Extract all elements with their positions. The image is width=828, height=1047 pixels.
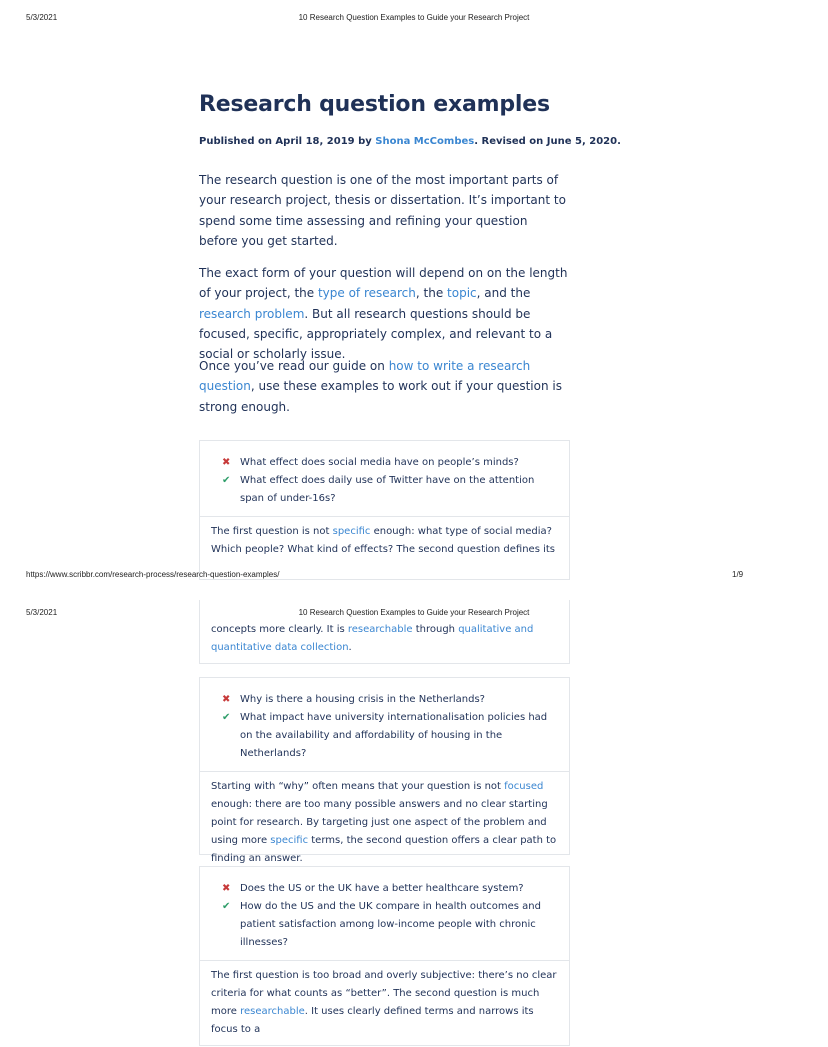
text: Starting with “why” often means that your question is not	[211, 781, 505, 792]
cross-icon: ✖	[222, 457, 231, 468]
cross-icon: ✖	[222, 883, 231, 894]
type-of-research-link[interactable]: type of research	[317, 286, 416, 301]
print-url: https://www.scribbr.com/research-process/research-question-examples/	[26, 570, 280, 579]
guide-paragraph	[199, 356, 569, 417]
question-text: Does the US or the UK have a better healthcare system?	[240, 883, 524, 894]
print-date: 5/3/2021	[26, 608, 58, 617]
good-question	[212, 472, 557, 508]
bad-question	[212, 454, 557, 472]
print-title: 10 Research Question Examples to Guide your Research Project	[298, 608, 530, 617]
text: The first question is too broad and overly subjective: there’s no clear criteria for what counts as “better”. The second question is much more	[211, 970, 557, 1017]
question-text: Why is there a housing crisis in the Netherlands?	[240, 694, 485, 705]
text: . But all research questions should be focused, specific, appropriately complex, and relevant to a social or scholarly issue.	[199, 306, 553, 362]
question-text: How do the US and the UK compare in health outcomes and patient satisfaction among low-income people with chronic illnesses?	[240, 901, 541, 948]
how-to-write-link[interactable]: how to write a research question	[199, 359, 531, 394]
specific-link[interactable]: specific	[270, 835, 309, 846]
print-date: 5/3/2021	[26, 13, 58, 22]
text: , the	[415, 286, 448, 301]
question-pair	[200, 867, 569, 961]
cross-icon: ✖	[222, 694, 231, 705]
pdf-page-2	[0, 620, 768, 1035]
text: terms, the second question offers a clear path to finding an answer.	[211, 835, 557, 864]
revised-date: . Revised on June 5, 2020.	[474, 136, 621, 147]
text: , and the	[476, 286, 531, 301]
text: , use these examples to work out if your question is strong enough.	[199, 379, 562, 414]
text: . It uses clearly defined terms and narrows its focus to a	[211, 1006, 534, 1035]
explanation	[200, 961, 569, 1047]
researchable-link[interactable]: researchable	[347, 624, 413, 635]
form-paragraph	[199, 263, 569, 364]
question-text: What impact have university internationalisation policies had on the availability and affordability of housing in the Netherlands?	[240, 712, 548, 759]
bad-question	[212, 691, 557, 709]
good-question	[212, 709, 557, 763]
text: The first question is not	[211, 526, 333, 537]
example-card-1-continued	[199, 600, 570, 664]
focused-link[interactable]: focused	[504, 781, 544, 792]
researchable-link[interactable]: researchable	[240, 1006, 305, 1017]
bad-question	[212, 880, 557, 898]
text: through	[412, 624, 459, 635]
question-text: What effect does daily use of Twitter have on the attention span of under-16s?	[240, 475, 535, 504]
text: The exact form of your question will depend on on the length of your project, the	[199, 266, 568, 301]
text: concepts more clearly. It is	[211, 624, 348, 635]
question-pair	[200, 441, 569, 517]
example-card-1	[199, 440, 570, 580]
explanation	[200, 600, 569, 665]
published-date: Published on April 18, 2019 by	[199, 136, 376, 147]
specific-link[interactable]: specific	[332, 526, 371, 537]
text: enough: there are too many possible answers and no clear starting point for research. By targeting just one aspect of the problem and using more	[211, 799, 548, 846]
explanation	[200, 772, 569, 876]
research-problem-link[interactable]: research problem	[199, 306, 305, 321]
check-icon: ✔	[222, 712, 231, 723]
author-link[interactable]: Shona McCombes	[375, 136, 475, 147]
article-meta	[199, 136, 621, 147]
example-card-2	[199, 677, 570, 864]
good-question	[212, 898, 557, 952]
text: .	[348, 642, 352, 653]
explanation	[200, 517, 569, 567]
text: Once you’ve read our guide on	[199, 359, 389, 373]
example-card-3	[199, 866, 570, 1046]
data-collection-link[interactable]: qualitative and quantitative data collection	[211, 624, 534, 653]
text: enough: what type of social media? Which people? What kind of effects? The second question defines its	[211, 526, 556, 555]
print-title: 10 Research Question Examples to Guide your Research Project	[298, 13, 530, 22]
check-icon: ✔	[222, 901, 231, 912]
intro-paragraph: The research question is one of the most important parts of your research project, thesis or dissertation. It’s important to spend some time assessing and refining your question before you get started.	[199, 173, 566, 248]
question-text: What effect does social media have on people’s minds?	[240, 457, 519, 468]
topic-link[interactable]: topic	[447, 286, 477, 301]
page-number: 1/9	[732, 570, 744, 579]
page-title: Research question examples	[199, 92, 550, 117]
check-icon: ✔	[222, 475, 231, 486]
question-pair	[200, 678, 569, 772]
